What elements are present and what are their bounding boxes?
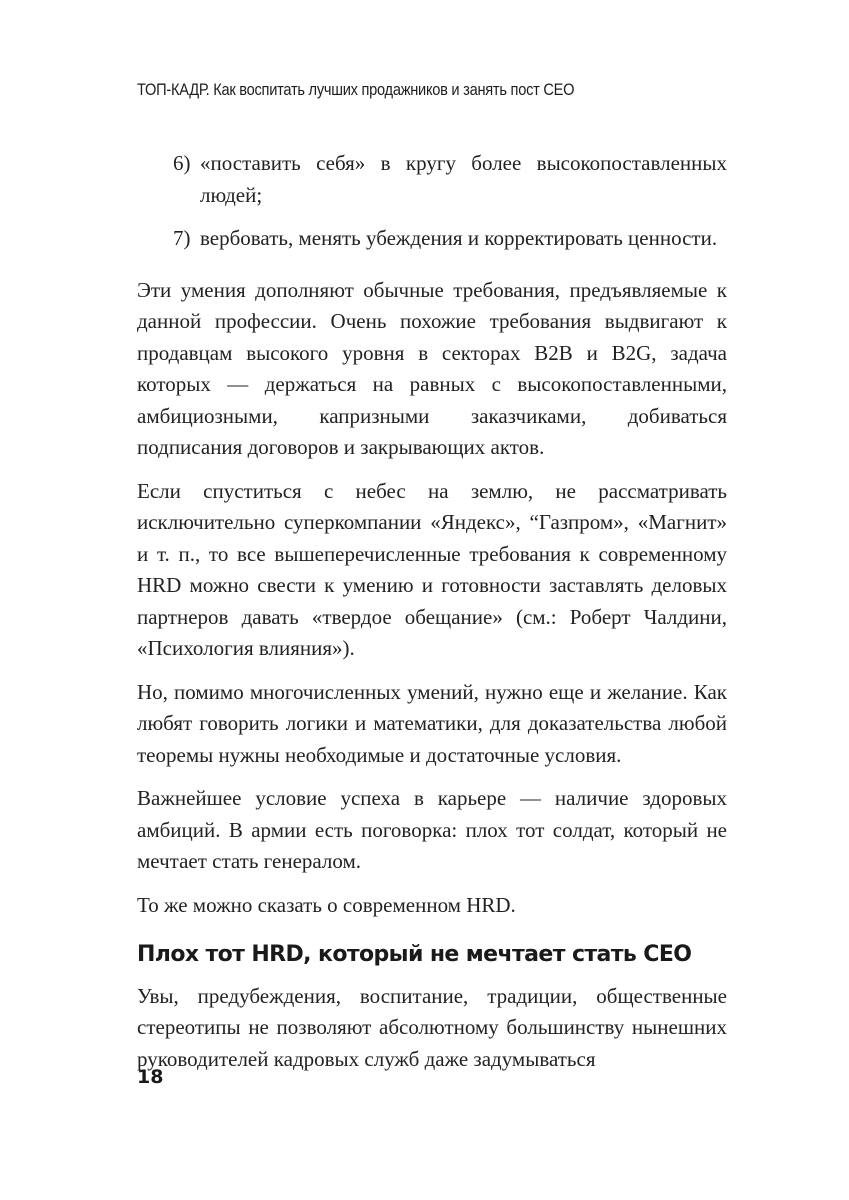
- paragraph: Важнейшее условие успеха в карьере — наличие здоровых амбиций. В армии есть поговорка: плох тот солдат, который не мечтает стать генералом.: [137, 786, 727, 873]
- paragraph: Увы, предубеждения, воспитание, традиции, общественные стереотипы не позволяют абсолютному большинству нынешних руководителей кадровых служб даже задумываться: [137, 983, 727, 1071]
- list-item: [137, 148, 727, 211]
- body-text: [137, 148, 727, 1075]
- list-number: 6): [173, 151, 191, 175]
- list-text: «поставить себя» в кругу более высокопоставленных людей;: [200, 151, 727, 207]
- page-number: 18: [137, 1066, 164, 1088]
- section-heading: Плох тот HRD, который не мечтает стать CEO: [137, 942, 692, 967]
- list-number: 7): [173, 226, 191, 250]
- list-text: вербовать, менять убеждения и корректировать ценности.: [200, 226, 718, 250]
- paragraph: То же можно сказать о современном HRD.: [137, 892, 516, 917]
- paragraph: Эти умения дополняют обычные требования, предъявляемые к данной профессии. Очень похожие требования выдвигают к продавцам высокого уровня в секторах B2B и B2G, задача которых — держаться на равных с высокопоставленными, амбициозными, капризными заказчиками, добиваться подписания договоров и закрывающих актов.: [137, 277, 727, 459]
- running-head: ТОП-КАДР. Как воспитать лучших продажников и занять пост CEO: [137, 80, 575, 99]
- list-item: [137, 223, 727, 255]
- paragraph: Но, помимо многочисленных умений, нужно еще и желание. Как любят говорить логики и математики, для доказательства любой теоремы нужны необходимые и достаточные условия.: [137, 679, 727, 767]
- paragraph: Если спуститься с небес на землю, не рассматривать исключительно суперкомпании «Яндекс», “Газпром», «Магнит» и т. п., то все вышеперечисленные требования к современному HRD можно свести к умению и готовности заставлять деловых партнеров давать «твердое обещание» (см.: Роберт Чалдини, «Психология влияния»).: [137, 478, 727, 660]
